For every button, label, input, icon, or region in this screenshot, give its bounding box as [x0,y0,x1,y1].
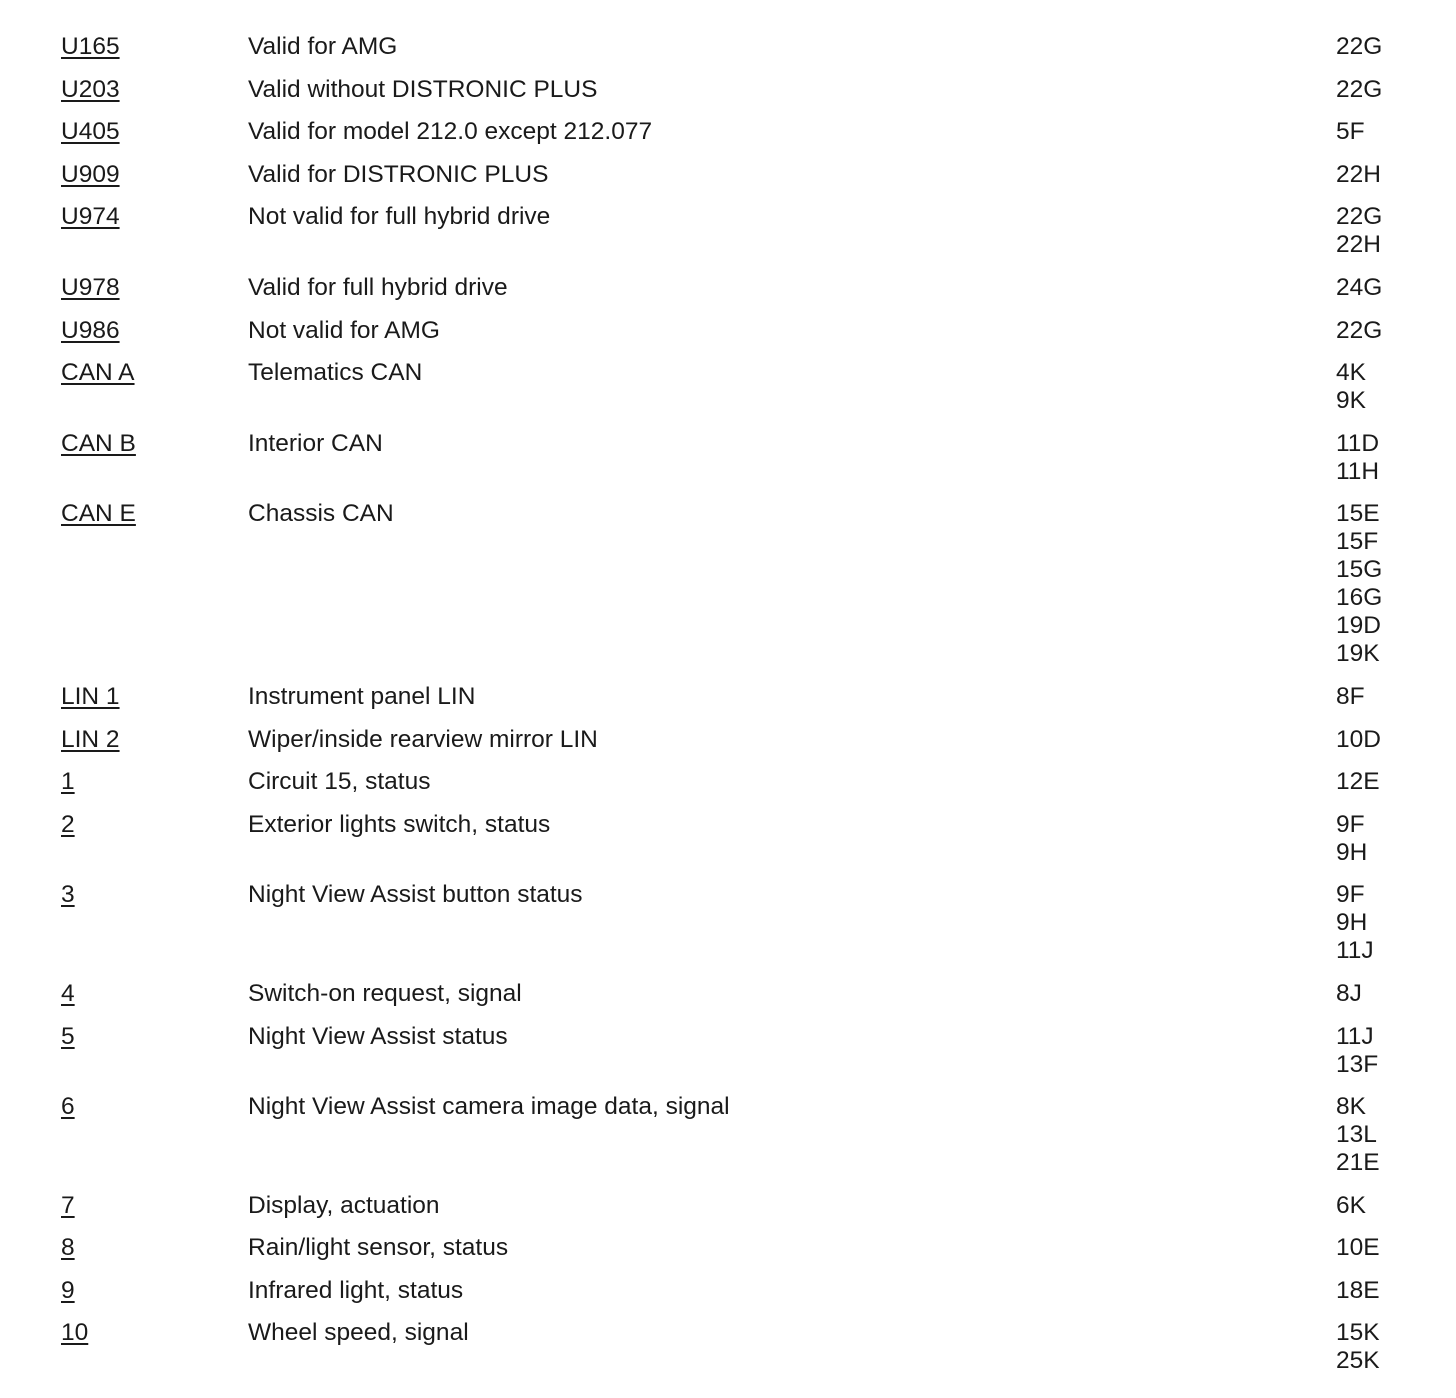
grid-reference: 8J [1336,979,1362,1007]
legend-description: Valid for model 212.0 except 212.077 [248,118,653,146]
grid-reference: 11D [1336,429,1380,457]
legend-row [0,118,1456,161]
grid-reference: 16G [1336,584,1383,612]
legend-table [0,33,1456,1390]
legend-code-link[interactable]: 7 [61,1191,75,1219]
legend-description: Valid for full hybrid drive [248,273,508,301]
legend-grid-references [1336,683,1365,711]
legend-row [0,1023,1456,1094]
legend-code-link[interactable]: CAN B [61,429,136,457]
legend-grid-references [1336,76,1382,104]
legend-description: Wheel speed, signal [248,1319,469,1347]
legend-row [0,1234,1456,1277]
legend-description: Telematics CAN [248,359,423,387]
legend-description: Interior CAN [248,429,383,457]
legend-row [0,203,1456,274]
legend-description: Not valid for full hybrid drive [248,203,551,231]
legend-description: Instrument panel LIN [248,682,476,710]
legend-row [0,1319,1456,1390]
legend-code-link[interactable]: U165 [61,33,120,60]
legend-code-link[interactable]: 6 [61,1093,75,1121]
legend-code-link[interactable]: 3 [61,881,75,909]
grid-reference: 22H [1336,160,1381,188]
legend-description: Switch-on request, signal [248,979,522,1007]
grid-reference: 9H [1336,838,1368,866]
grid-reference: 10E [1336,1234,1380,1262]
legend-grid-references [1336,317,1382,345]
grid-reference: 22H [1336,231,1381,259]
grid-reference: 18E [1336,1276,1380,1304]
legend-row [0,1192,1456,1235]
legend-code-link[interactable]: CAN E [61,500,136,528]
legend-grid-references [1336,33,1382,61]
grid-reference: 19D [1336,612,1381,640]
grid-reference: 22G [1336,316,1383,344]
legend-row [0,76,1456,119]
legend-description: Exterior lights switch, status [248,810,551,838]
grid-reference: 15K [1336,1319,1380,1347]
legend-row [0,500,1456,683]
legend-grid-references [1336,726,1381,754]
legend-row [0,683,1456,726]
legend-description: Night View Assist button status [248,881,583,909]
legend-description: Valid for DISTRONIC PLUS [248,160,549,188]
grid-reference: 8F [1336,682,1365,710]
legend-code-link[interactable]: U909 [61,160,120,188]
legend-grid-references [1336,1277,1380,1305]
grid-reference: 22G [1336,33,1383,60]
legend-code-link[interactable]: 4 [61,979,75,1007]
legend-code-link[interactable]: U986 [61,316,120,344]
grid-reference: 11J [1336,1022,1374,1050]
legend-row [0,881,1456,980]
legend-row [0,317,1456,360]
grid-reference: 5F [1336,118,1365,146]
legend-description: Rain/light sensor, status [248,1234,509,1262]
legend-code-link[interactable]: 8 [61,1234,75,1262]
legend-row [0,430,1456,501]
legend-grid-references [1336,811,1367,867]
legend-grid-references [1336,1234,1380,1262]
legend-description: Wiper/inside rearview mirror LIN [248,725,598,753]
grid-reference: 10D [1336,725,1381,753]
legend-code-link[interactable]: 2 [61,810,75,838]
grid-reference: 11H [1336,457,1380,485]
grid-reference: 9F [1336,810,1365,838]
grid-reference: 15G [1336,556,1383,584]
legend-description: Chassis CAN [248,500,394,528]
legend-description: Not valid for AMG [248,316,440,344]
grid-reference: 15E [1336,500,1380,528]
legend-description: Night View Assist camera image data, signal [248,1093,730,1121]
legend-code-link[interactable]: U974 [61,203,120,231]
legend-code-link[interactable]: LIN 1 [61,682,120,710]
legend-grid-references [1336,430,1379,486]
legend-row [0,33,1456,76]
legend-row [0,359,1456,430]
grid-reference: 9H [1336,909,1368,937]
grid-reference: 19K [1336,640,1380,668]
legend-grid-references [1336,768,1380,796]
grid-reference: 15F [1336,528,1379,556]
grid-reference: 9K [1336,387,1366,415]
legend-row [0,161,1456,204]
grid-reference: 21E [1336,1149,1380,1177]
legend-grid-references [1336,161,1381,189]
legend-row [0,274,1456,317]
legend-grid-references [1336,881,1374,965]
legend-grid-references [1336,359,1366,415]
legend-grid-references [1336,1192,1366,1220]
legend-code-link[interactable]: CAN A [61,359,135,387]
legend-grid-references [1336,203,1382,259]
legend-description: Valid for AMG [248,33,398,60]
legend-grid-references [1336,1093,1380,1177]
legend-grid-references [1336,500,1382,668]
legend-description: Infrared light, status [248,1276,464,1304]
legend-row [0,1277,1456,1320]
grid-reference: 13F [1336,1050,1379,1078]
grid-reference: 4K [1336,359,1366,387]
legend-description: Display, actuation [248,1191,440,1219]
legend-row [0,726,1456,769]
legend-description: Night View Assist status [248,1022,508,1050]
legend-code-link[interactable]: U405 [61,118,120,146]
grid-reference: 6K [1336,1191,1366,1219]
legend-row [0,1093,1456,1192]
legend-code-link[interactable]: 1 [61,768,75,796]
grid-reference: 8K [1336,1093,1366,1121]
grid-reference: 25K [1336,1347,1380,1375]
legend-code-link[interactable]: 10 [61,1319,89,1347]
legend-description: Circuit 15, status [248,768,431,796]
legend-code-link[interactable]: U203 [61,75,120,103]
grid-reference: 24G [1336,273,1383,301]
legend-code-link[interactable]: LIN 2 [61,725,120,753]
grid-reference: 12E [1336,768,1380,796]
legend-grid-references [1336,274,1382,302]
legend-grid-references [1336,1319,1380,1375]
legend-grid-references [1336,118,1365,146]
legend-description: Valid without DISTRONIC PLUS [248,75,598,103]
legend-row [0,811,1456,882]
grid-reference: 11J [1336,937,1374,965]
grid-reference: 9F [1336,881,1365,909]
grid-reference: 22G [1336,75,1383,103]
grid-reference: 22G [1336,203,1383,231]
legend-code-link[interactable]: 9 [61,1276,75,1304]
legend-grid-references [1336,1023,1378,1079]
legend-code-link[interactable]: U978 [61,273,120,301]
legend-grid-references [1336,980,1362,1008]
legend-row [0,768,1456,811]
legend-row [0,980,1456,1023]
legend-code-link[interactable]: 5 [61,1022,75,1050]
grid-reference: 13L [1336,1121,1377,1149]
